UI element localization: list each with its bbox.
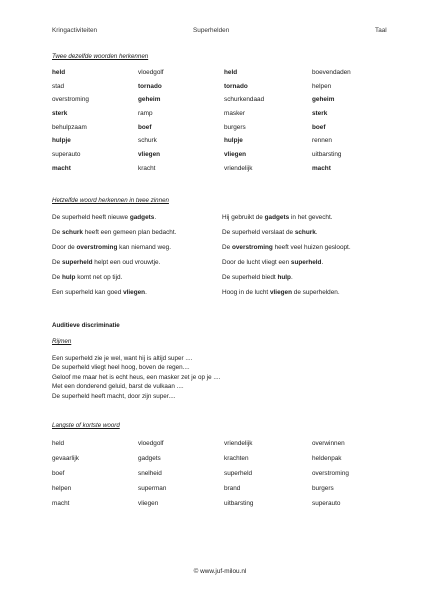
sentence <box>52 240 176 255</box>
sentence-text: . <box>315 229 318 236</box>
section3-subtitle: Rijmen <box>52 338 72 345</box>
sentence-text: kan niemand weg. <box>117 244 172 251</box>
header-center: Superhelden <box>193 27 230 34</box>
highlighted-word: hulp <box>61 274 76 281</box>
sentence <box>52 210 176 225</box>
highlighted-word: schurk <box>294 229 316 236</box>
highlighted-word: gadgets <box>264 214 290 221</box>
sentence-text: De <box>52 229 62 236</box>
sentence-text: De superheld verslaat de <box>222 229 295 236</box>
word-cell: heldenpak <box>312 455 342 462</box>
highlighted-word: superheld <box>290 259 322 266</box>
word-cell: vliegen <box>138 151 161 159</box>
sentence-text: Een superheld kan goed <box>52 289 124 296</box>
header-left: Kringactiviteiten <box>52 27 98 34</box>
word-cell: uitbarsting <box>312 151 342 159</box>
sentence <box>52 255 176 270</box>
word-cell: burgers <box>224 123 246 131</box>
section4-title: Langste of kortste woord <box>52 422 120 429</box>
rhyme-line: Met een donderend geluid, barst de vulkaan .... <box>52 383 184 391</box>
highlighted-word: overstroming <box>231 244 273 251</box>
sentence-text: Hij gebruikt de <box>222 214 265 221</box>
sentence-text: De <box>222 244 232 251</box>
word-cell: superauto <box>312 500 341 507</box>
sentence <box>52 285 176 300</box>
sentence-text: De superheld biedt <box>222 274 278 281</box>
sentence-text: De superheld heeft nieuwe <box>52 214 130 221</box>
word-cell: superauto <box>52 151 81 159</box>
word-cell: burgers <box>312 485 334 492</box>
word-cell: kracht <box>138 164 156 172</box>
word-cell: sterk <box>52 110 68 118</box>
highlighted-word: overstroming <box>76 244 118 251</box>
word-cell: boevendaden <box>312 69 351 76</box>
highlighted-word: vliegen <box>123 289 146 296</box>
highlighted-word: hulp <box>277 274 291 281</box>
sentence-text: Door de <box>52 244 77 251</box>
word-cell: boef <box>52 470 65 477</box>
word-cell: gevaarlijk <box>52 455 79 462</box>
section2-title: Hetzelfde woord herkennen in twee zinnen <box>52 197 169 204</box>
sentence-text: de superhelden. <box>292 289 340 296</box>
word-cell: vloedgolf <box>138 69 164 76</box>
sentences-left <box>52 210 176 300</box>
word-cell: boef <box>138 123 152 131</box>
rhyme-line: De superheld vliegt heel hoog, boven de regen.... <box>52 364 190 372</box>
sentence-text: Door de lucht vliegt een <box>222 259 291 266</box>
sentence <box>222 270 351 285</box>
highlighted-word: gadgets <box>129 214 155 221</box>
word-cell: helpen <box>312 82 332 90</box>
header-right: Taal <box>375 27 387 34</box>
sentence <box>222 240 351 255</box>
rhyme-line: Een superheld zie je wel, want hij is altijd super .... <box>52 355 193 362</box>
word-cell: held <box>224 69 238 76</box>
sentence-text: helpt een oud vrouwtje. <box>92 259 161 266</box>
sentence-text: . <box>290 274 293 281</box>
word-cell: overstroming <box>52 96 89 104</box>
word-cell: schurkendaad <box>224 96 265 104</box>
word-cell: vliegen <box>224 151 247 159</box>
word-cell: held <box>52 440 65 447</box>
highlighted-word: superheld <box>61 259 93 266</box>
word-cell: overwinnen <box>312 440 345 447</box>
sentence-text: . <box>154 214 157 221</box>
word-cell: vliegen <box>138 500 159 507</box>
word-cell: ramp <box>138 110 153 118</box>
word-cell: rennen <box>312 137 332 145</box>
sentence-text: in het gevecht. <box>289 214 333 221</box>
sentence-text: heeft veel huizen gesloopt. <box>272 244 351 251</box>
sentence-text: komt net op tijd. <box>75 274 123 281</box>
word-cell: macht <box>312 164 331 172</box>
rhyme-line: Geloof me maar het is echt heus, een masker zet je op je .... <box>52 373 221 381</box>
sentence-text: De <box>52 274 62 281</box>
section3-title: Auditieve discriminatie <box>52 322 120 329</box>
sentence-text: . <box>145 289 147 296</box>
word-length-grid <box>52 436 392 511</box>
sentence-text: Hoog in de lucht <box>222 289 270 296</box>
word-cell: vloedgolf <box>138 440 164 447</box>
word-cell: stad <box>52 82 65 90</box>
word-cell: gadgets <box>138 455 161 462</box>
word-cell: tornado <box>138 82 162 90</box>
word-cell: macht <box>52 500 70 507</box>
rhyme-lines <box>52 354 220 401</box>
word-cell: schurk <box>138 137 157 145</box>
word-cell: behulpzaam <box>52 123 87 131</box>
word-cell: krachten <box>224 455 249 462</box>
word-cell: macht <box>52 164 71 172</box>
word-cell: vriendelijk <box>224 440 253 447</box>
word-cell: helpen <box>52 485 72 492</box>
rhyme-line: De superheld heeft macht, door zijn super.... <box>52 392 176 400</box>
word-cell: superheld <box>224 470 253 477</box>
word-cell: hulpje <box>52 137 71 145</box>
section1-title: Twee dezelfde woorden herkennen <box>52 53 149 60</box>
word-cell: geheim <box>138 96 161 104</box>
sentences-right <box>222 210 351 300</box>
word-cell: sterk <box>312 110 328 118</box>
sentence <box>52 225 176 240</box>
word-cell: boef <box>312 123 326 131</box>
word-cell: masker <box>224 110 245 118</box>
word-cell: superman <box>138 485 167 492</box>
word-pair-grid <box>52 66 392 176</box>
word-cell: vriendelijk <box>224 164 253 172</box>
word-cell: snelheid <box>138 470 162 477</box>
sentence <box>222 255 351 270</box>
word-cell: uitbarsting <box>224 500 254 507</box>
sentence <box>222 210 351 225</box>
sentence <box>52 270 176 285</box>
sentence <box>222 285 351 300</box>
word-cell: held <box>52 69 66 76</box>
word-cell: overstroming <box>312 470 349 477</box>
sentence-text: heeft een gemeen plan bedacht. <box>82 229 177 236</box>
word-cell: hulpje <box>224 137 243 145</box>
sentence <box>222 225 351 240</box>
word-cell: brand <box>224 485 241 492</box>
sentence-text: De <box>52 259 62 266</box>
word-cell: geheim <box>312 96 335 104</box>
footer-copyright: © www.juf-milou.nl <box>193 568 247 575</box>
sentence-text: . <box>321 259 324 266</box>
highlighted-word: vliegen <box>269 289 292 296</box>
highlighted-word: schurk <box>61 229 83 236</box>
word-cell: tornado <box>224 82 248 90</box>
